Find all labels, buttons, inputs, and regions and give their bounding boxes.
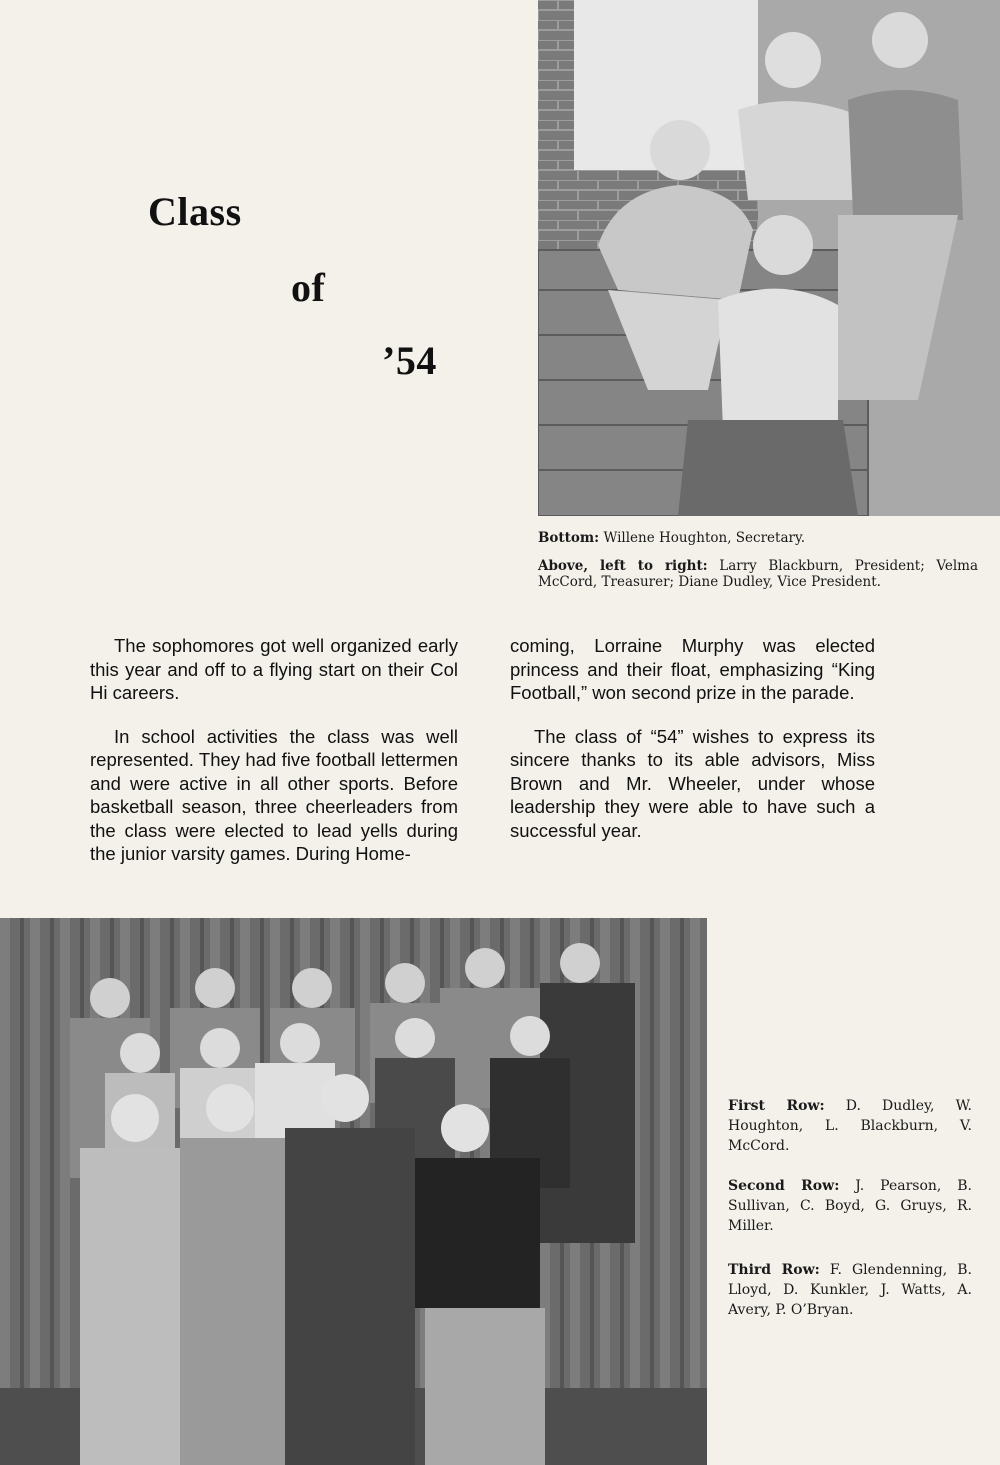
officers-caption-above	[538, 558, 978, 590]
body-paragraph: coming, Lorraine Murphy was elected princess and their float, emphasizing “King Football,” won second prize in the parade.	[510, 635, 875, 703]
body-paragraph: The class of “54” wishes to express its sincere thanks to its able advisors, Miss Brown and Mr. Wheeler, under whose leadership they were able to have such a successful year.	[510, 725, 875, 841]
body-column-right	[510, 634, 875, 862]
caption-text-bottom: Willene Houghton, Secretary.	[599, 530, 806, 546]
title-class: Class	[148, 189, 242, 234]
caption-label-bottom: Bottom:	[538, 530, 600, 546]
officers-photo-illustration	[538, 0, 1000, 516]
officers-caption-bottom	[538, 530, 978, 546]
first-row-label: First Row:	[728, 1098, 825, 1114]
first-row-caption	[728, 1096, 972, 1156]
first-row-names: D. Dudley, W. Houghton, L. Blackburn, V. McCord.	[728, 1098, 972, 1154]
title-year: ’54	[382, 338, 437, 383]
body-column-left	[90, 634, 458, 886]
title-of: of	[291, 265, 326, 310]
body-paragraph: The sophomores got well organized early this year and off to a flying start on their Col Hi careers.	[90, 635, 458, 703]
third-row-label: Third Row:	[728, 1262, 820, 1278]
third-row-caption	[728, 1260, 972, 1320]
caption-text-above: Larry Blackburn, President; Velma McCord, Treasurer; Diane Dudley, Vice President.	[538, 558, 978, 590]
class-group-photo	[0, 918, 707, 1465]
second-row-names: J. Pearson, B. Sullivan, C. Boyd, G. Gruys, R. Miller.	[728, 1178, 972, 1234]
class-photo-illustration	[0, 918, 707, 1465]
second-row-caption	[728, 1176, 972, 1236]
caption-label-above: Above, left to right:	[538, 558, 708, 574]
second-row-label: Second Row:	[728, 1178, 840, 1194]
body-paragraph: In school activities the class was well represented. They had five football lettermen and were active in all other sports. Before basketball season, three cheerleaders from the class were elected to lead yells during the junior varsity games. During Home-	[90, 725, 458, 864]
third-row-names: F. Glendenning, B. Lloyd, D. Kunkler, J. Watts, A. Avery, P. O’Bryan.	[728, 1262, 972, 1318]
officers-photo	[538, 0, 1000, 516]
